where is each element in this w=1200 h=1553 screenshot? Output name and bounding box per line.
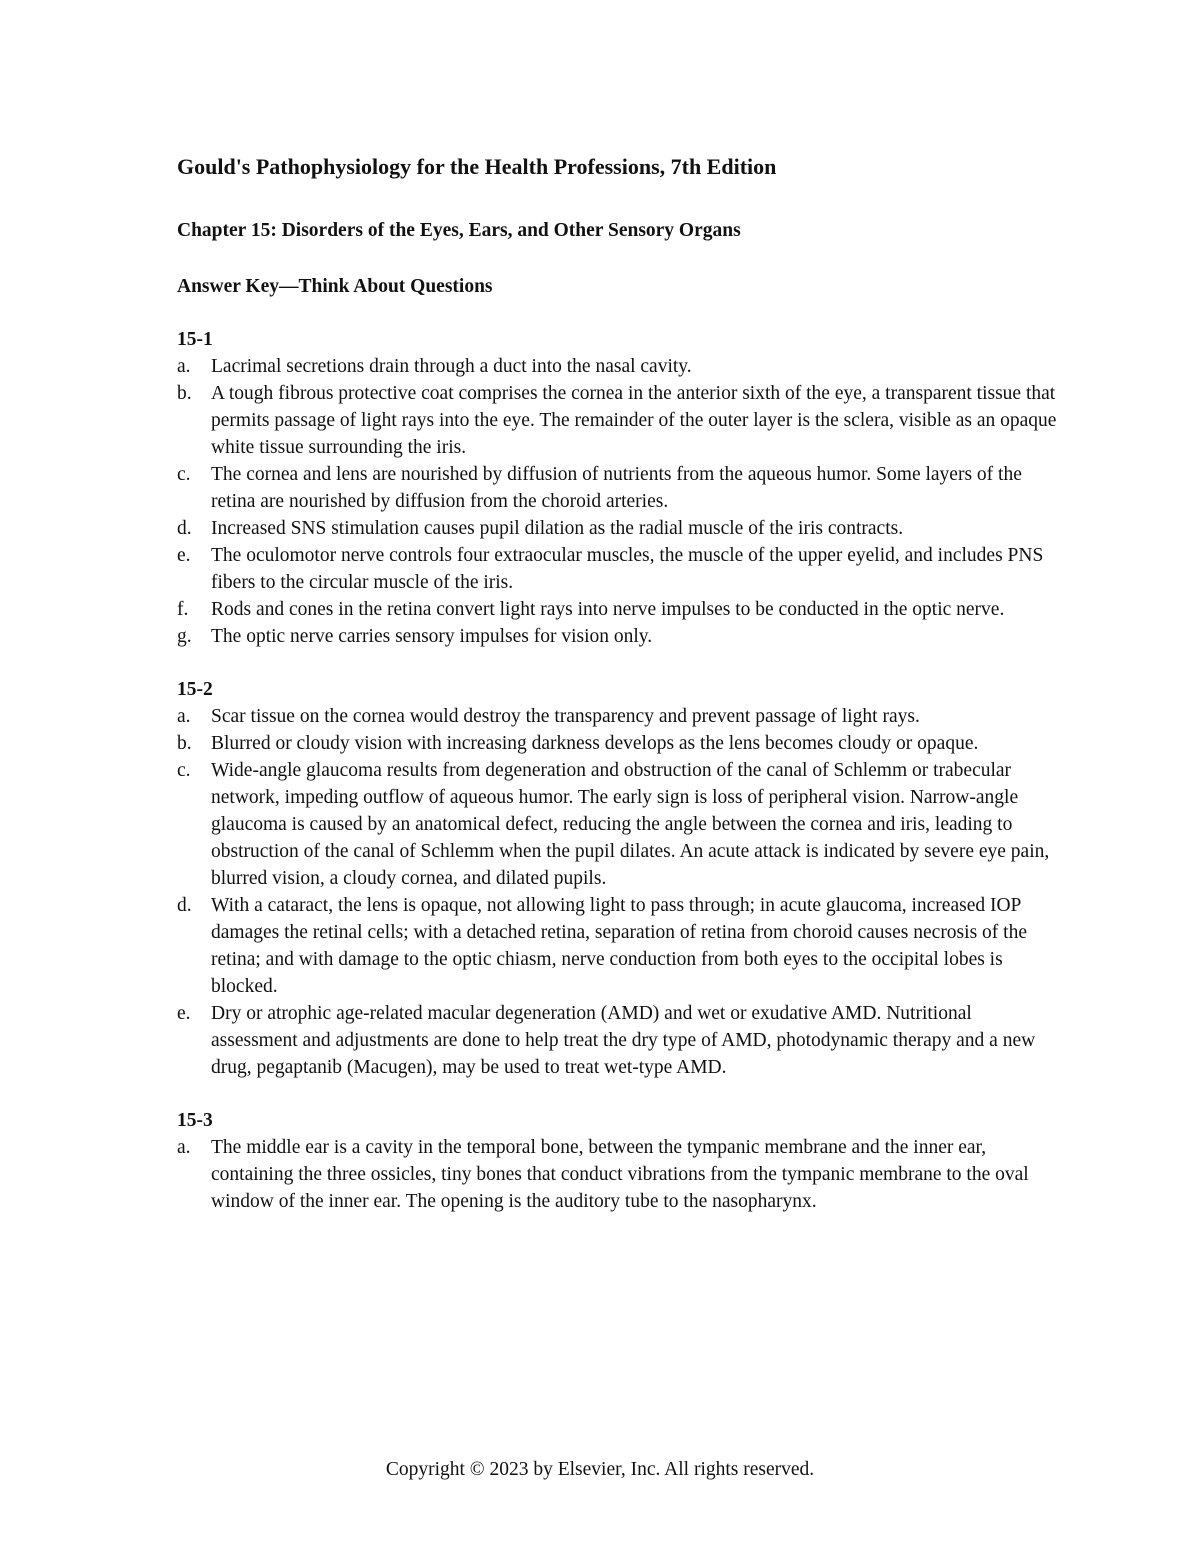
item-text: Lacrimal secretions drain through a duct into the nasal cavity. — [211, 356, 692, 377]
item-text: Increased SNS stimulation causes pupil dilation as the radial muscle of the iris contracts. — [211, 518, 904, 539]
item-letter: a. — [177, 706, 191, 727]
section-15-3 — [177, 1107, 1057, 1215]
item-text: The oculomotor nerve controls four extraocular muscles, the muscle of the upper eyelid, and includes PNS fibers to the circular muscle of the iris. — [211, 545, 1044, 593]
item-letter: e. — [177, 545, 191, 566]
item-text: The middle ear is a cavity in the temporal bone, between the tympanic membrane and the inner ear, containing the three ossicles, tiny bones that conduct vibrations from the tympanic membrane to the oval window of the inner ear. The opening is the auditory tube to the nasopharynx. — [211, 1137, 1029, 1212]
section-title: 15-1 — [177, 329, 213, 350]
item-text: Blurred or cloudy vision with increasing darkness develops as the lens becomes cloudy or opaque. — [211, 733, 979, 754]
item-text: Dry or atrophic age-related macular degeneration (AMD) and wet or exudative AMD. Nutritional assessment and adjustments are done to help treat the dry type of AMD, photodynamic therapy and a new drug, pegaptanib (Macugen), may be used to treat wet-type AMD. — [211, 1003, 1036, 1078]
item-text: The optic nerve carries sensory impulses for vision only. — [211, 626, 653, 647]
item-text: Rods and cones in the retina convert light rays into nerve impulses to be conducted in the optic nerve. — [211, 599, 1005, 620]
answer-item — [177, 596, 1057, 623]
item-text: Wide-angle glaucoma results from degeneration and obstruction of the canal of Schlemm or trabecular network, impeding outflow of aqueous humor. The early sign is loss of peripheral vision. Narrow-angle glaucoma is caused by an anatomical defect, reducing the angle between the cornea and iris, leading to obstruction of the canal of Schlemm when the pupil dilates. An acute attack is indicated by severe eye pain, blurred vision, a cloudy cornea, and dilated pupils. — [211, 760, 1050, 889]
item-letter: b. — [177, 383, 192, 404]
section-title: 15-2 — [177, 679, 213, 700]
answer-item — [177, 730, 1057, 757]
section-15-2 — [177, 676, 1057, 1081]
answer-item — [177, 1000, 1057, 1081]
document-body — [177, 152, 1057, 1215]
item-letter: d. — [177, 895, 192, 916]
answer-item — [177, 542, 1057, 596]
item-text: A tough fibrous protective coat comprises the cornea in the anterior sixth of the eye, a transparent tissue that permits passage of light rays into the eye. The remainder of the outer layer is the sclera, visible as an opaque white tissue surrounding the iris. — [211, 383, 1057, 458]
item-letter: c. — [177, 464, 191, 485]
answer-item — [177, 892, 1057, 1000]
answer-item — [177, 757, 1057, 892]
item-letter: g. — [177, 626, 192, 647]
answer-item — [177, 515, 1057, 542]
item-letter: a. — [177, 356, 191, 377]
item-letter: c. — [177, 760, 191, 781]
answer-item — [177, 461, 1057, 515]
chapter-title: Chapter 15: Disorders of the Eyes, Ears, and Other Sensory Organs — [177, 220, 741, 241]
item-letter: e. — [177, 1003, 191, 1024]
item-text: Scar tissue on the cornea would destroy the transparency and prevent passage of light rays. — [211, 706, 920, 727]
item-text: The cornea and lens are nourished by diffusion of nutrients from the aqueous humor. Some layers of the retina are nourished by diffusion from the choroid arteries. — [211, 464, 1022, 512]
answer-item — [177, 623, 1057, 650]
item-letter: d. — [177, 518, 192, 539]
answer-key-title: Answer Key—Think About Questions — [177, 276, 493, 297]
item-text: With a cataract, the lens is opaque, not allowing light to pass through; in acute glaucoma, increased IOP damages the retinal cells; with a detached retina, separation of retina from choroid causes necrosis of the retina; and with damage to the optic chiasm, nerve conduction from both eyes to the occipital lobes is blocked. — [211, 895, 1027, 997]
item-letter: f. — [177, 599, 189, 620]
answer-item — [177, 353, 1057, 380]
copyright-footer: Copyright © 2023 by Elsevier, Inc. All rights reserved. — [385, 1459, 815, 1480]
book-title: Gould's Pathophysiology for the Health Professions, 7th Edition — [177, 154, 777, 179]
answer-list — [177, 353, 1057, 650]
section-15-1 — [177, 326, 1057, 650]
answer-list — [177, 703, 1057, 1081]
section-title: 15-3 — [177, 1110, 213, 1131]
answer-list — [177, 1134, 1057, 1215]
item-letter: b. — [177, 733, 192, 754]
answer-item — [177, 380, 1057, 461]
answer-item — [177, 1134, 1057, 1215]
answer-item — [177, 703, 1057, 730]
item-letter: a. — [177, 1137, 191, 1158]
